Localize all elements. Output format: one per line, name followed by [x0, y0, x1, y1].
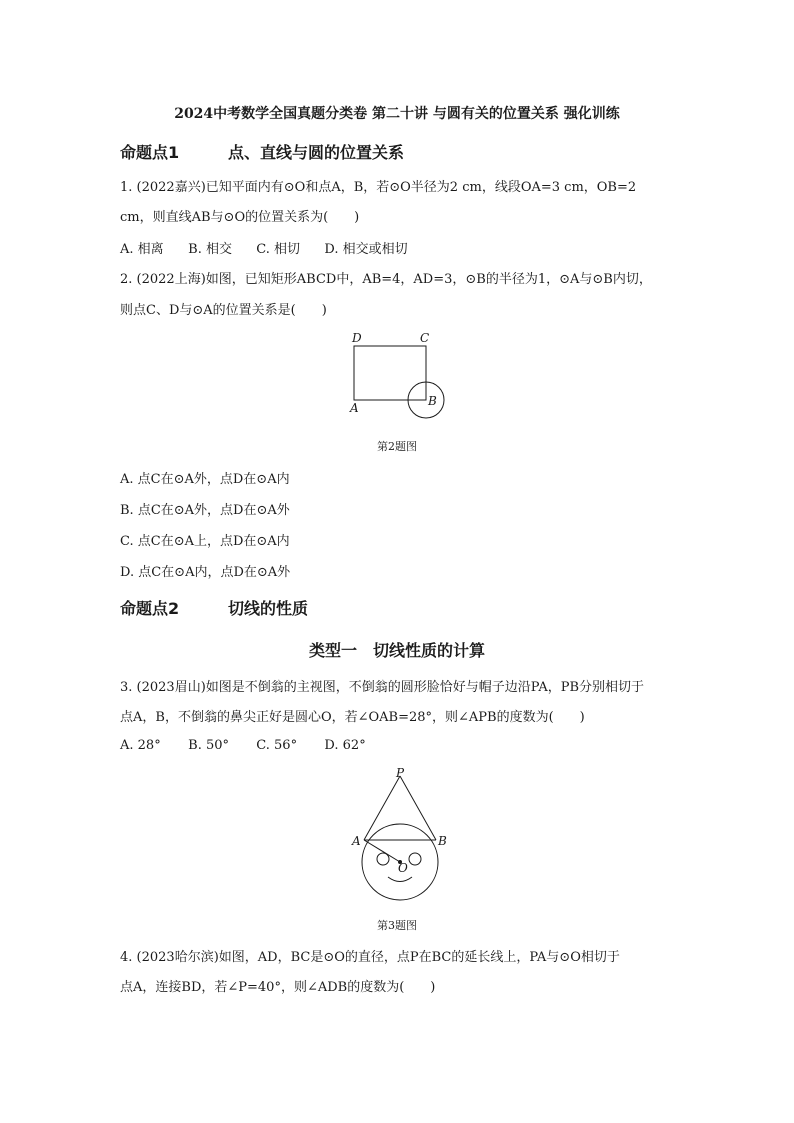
- label-a: A: [350, 401, 359, 415]
- question-2-option-a: A. 点C在⊙A外，点D在⊙A内: [120, 472, 290, 487]
- label-o: O: [398, 861, 408, 875]
- section-number: 命题点2: [120, 599, 180, 618]
- question-1-line-1: 1. (2022嘉兴)已知平面内有⊙O和点A，B，若⊙O半径为2 cm，线段OA=3 cm，OB=2: [120, 180, 637, 195]
- question-2-option-d: D. 点C在⊙A内，点D在⊙A外: [120, 565, 291, 580]
- question-3-line-2: 点A，B，不倒翁的鼻尖正好是圆心O，若∠OAB=28°，则∠APB的度数为( ): [120, 710, 585, 725]
- option-a: A. 相离: [120, 242, 164, 257]
- section-name: 点、直线与圆的位置关系: [228, 143, 405, 162]
- question-4-line-2: 点A，连接BD，若∠P=40°，则∠ADB的度数为( ): [120, 980, 436, 995]
- question-3-figure: [340, 762, 460, 912]
- label-p: P: [396, 766, 405, 780]
- label-b: B: [438, 834, 447, 848]
- right-eye: [409, 853, 421, 865]
- question-2-figure: [340, 326, 460, 426]
- document-title: 2024中考数学全国真题分类卷 第二十讲 与圆有关的位置关系 强化训练: [174, 106, 620, 122]
- label-b: B: [428, 394, 437, 408]
- section-heading-1: [120, 140, 404, 163]
- segment-ao: [364, 840, 400, 862]
- hat-edge-pa: [364, 776, 400, 840]
- question-1-line-2: cm，则直线AB与⊙O的位置关系为( ): [120, 210, 360, 225]
- label-c: C: [420, 331, 430, 345]
- option-b: B. 50°: [188, 738, 230, 753]
- question-1-options: [120, 238, 408, 257]
- subsection-heading: 类型一 切线性质的计算: [308, 641, 485, 660]
- question-2-line-2: 则点C、D与⊙A的位置关系是( ): [120, 303, 327, 318]
- question-3-line-1: 3. (2023眉山)如图是不倒翁的主视图，不倒翁的圆形脸恰好与帽子边沿PA，PB分别相切于: [120, 680, 645, 695]
- option-a: A. 28°: [120, 738, 161, 753]
- option-d: D. 62°: [324, 738, 366, 753]
- figure-3-caption: 第3题图: [377, 919, 417, 932]
- question-2-option-b: B. 点C在⊙A外，点D在⊙A外: [120, 503, 290, 518]
- question-2-line-1: 2. (2022上海)如图，已知矩形ABCD中，AB=4，AD=3，⊙B的半径为1，⊙A与⊙B内切，: [120, 272, 652, 287]
- label-d: D: [352, 331, 362, 345]
- option-b: B. 相交: [188, 242, 232, 257]
- section-heading-2: [120, 596, 308, 619]
- hat-edge-pb: [400, 776, 436, 840]
- rectangle-abcd: [354, 346, 426, 400]
- question-2-option-c: C. 点C在⊙A上，点D在⊙A内: [120, 534, 290, 549]
- option-d: D. 相交或相切: [324, 242, 408, 257]
- mouth: [388, 877, 412, 882]
- question-3-options: [120, 738, 366, 753]
- option-c: C. 相切: [256, 242, 301, 257]
- figure-2-caption: 第2题图: [377, 440, 417, 453]
- left-eye: [377, 853, 389, 865]
- label-a: A: [352, 834, 361, 848]
- question-4-line-1: 4. (2023哈尔滨)如图，AD，BC是⊙O的直径，点P在BC的延长线上，PA与⊙O相切于: [120, 950, 620, 965]
- option-c: C. 56°: [256, 738, 298, 753]
- section-number: 命题点1: [120, 143, 180, 162]
- section-name: 切线的性质: [228, 599, 309, 618]
